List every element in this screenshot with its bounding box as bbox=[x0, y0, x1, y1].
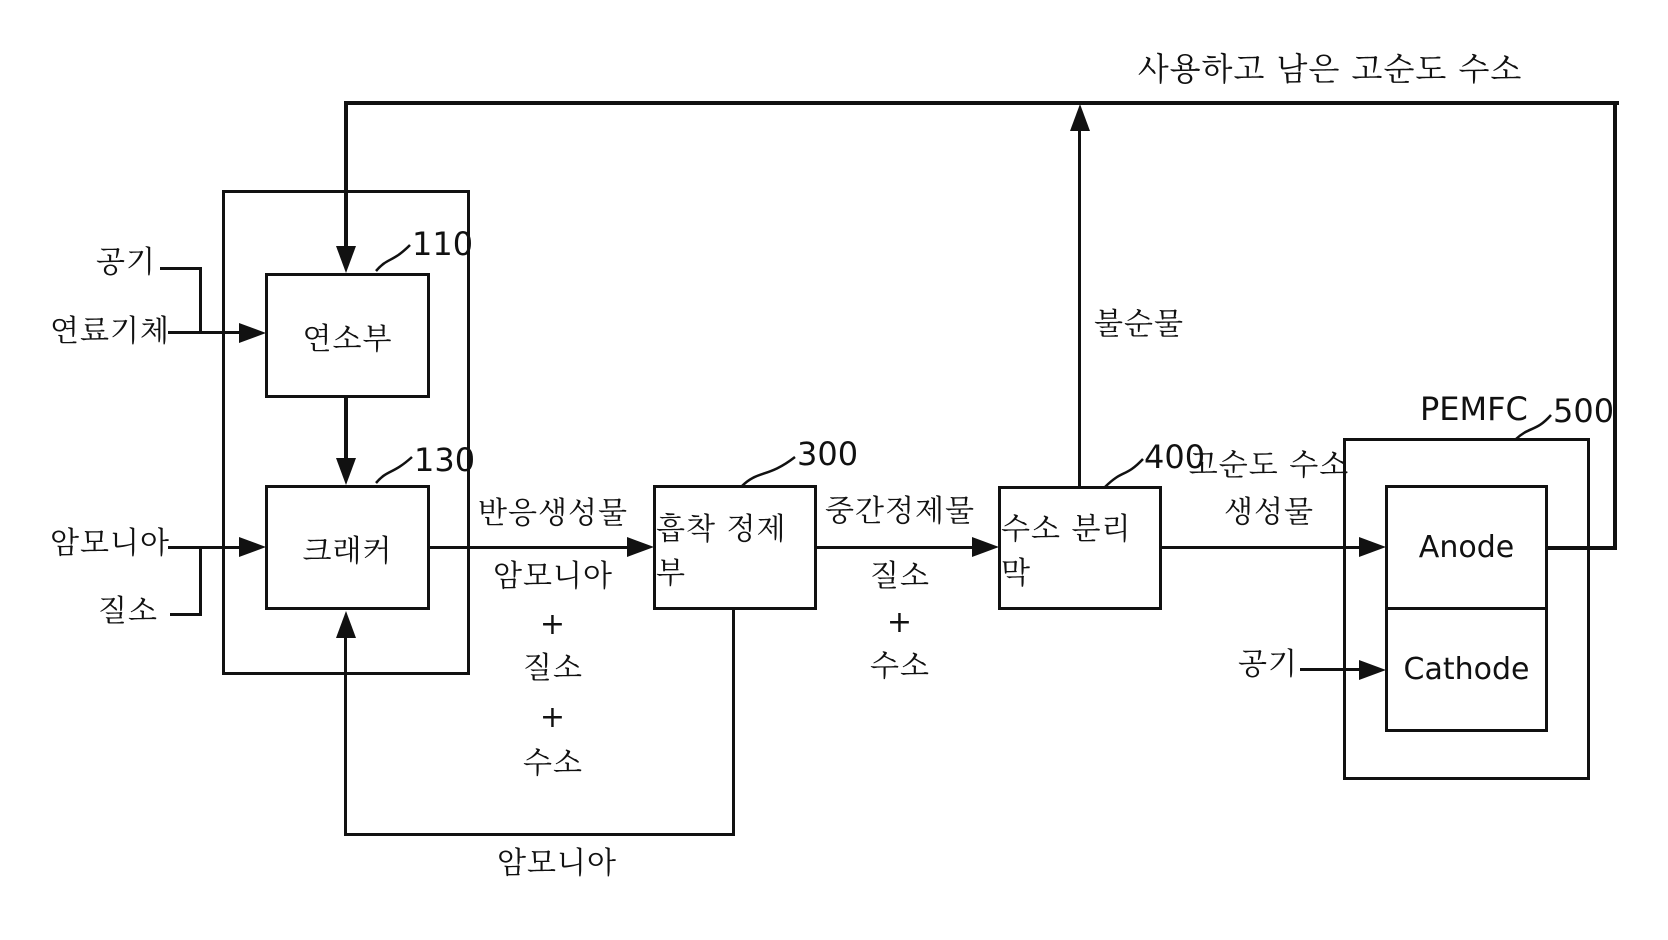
ref-500: 500 bbox=[1553, 392, 1615, 430]
adsorption-label: 흡착 정제부 bbox=[656, 511, 787, 591]
cathode-cell bbox=[1388, 607, 1545, 729]
cracker-label: 크래커 bbox=[302, 533, 393, 569]
cathode-label: Cathode bbox=[1403, 652, 1530, 687]
reaction-product-title: 반응생성물 bbox=[478, 496, 628, 531]
reaction-product-hydrogen: 수소 bbox=[523, 746, 583, 781]
arrow-into-adsorption bbox=[627, 537, 654, 557]
ref-130: 130 bbox=[414, 441, 476, 479]
arrow-impurities-into-return bbox=[1070, 104, 1090, 131]
impurities-label: 불순물 bbox=[1094, 307, 1184, 342]
ref-300: 300 bbox=[797, 435, 859, 473]
high-purity-line1: 고순도 수소 bbox=[1188, 448, 1350, 483]
intermediate-plus: + bbox=[886, 605, 914, 640]
pemfc-title: PEMFC bbox=[1420, 390, 1528, 428]
nitrogen-line-v bbox=[199, 548, 202, 614]
membrane-box bbox=[998, 486, 1162, 610]
nitrogen-in-label: 질소 bbox=[98, 594, 158, 629]
adsorption-box bbox=[653, 485, 817, 610]
reaction-product-ammonia: 암모니아 bbox=[493, 559, 613, 594]
fuel-gas-label: 연료기체 bbox=[50, 314, 170, 349]
reaction-product-nitrogen: 질소 bbox=[523, 651, 583, 686]
air-left-line-v bbox=[199, 267, 202, 334]
membrane-label: 수소 분리막 bbox=[1001, 512, 1132, 591]
adsorption-to-membrane-line bbox=[817, 546, 974, 549]
anode-return-rise-line bbox=[1613, 101, 1617, 550]
impurities-line bbox=[1078, 128, 1081, 486]
recycle-ammonia-label: 암모니아 bbox=[497, 846, 617, 881]
top-return-line bbox=[344, 101, 1619, 105]
ref-400: 400 bbox=[1144, 438, 1206, 476]
reaction-product-plus-2: + bbox=[539, 700, 567, 735]
air-left-label: 공기 bbox=[96, 245, 156, 280]
arrow-into-membrane bbox=[972, 537, 999, 557]
recycle-down-line bbox=[732, 610, 735, 836]
intermediate-nitrogen: 질소 bbox=[870, 559, 930, 594]
combustor-label: 연소부 bbox=[302, 321, 393, 357]
intermediate-hydrogen: 수소 bbox=[870, 649, 930, 684]
leader-400 bbox=[1105, 459, 1143, 487]
air-right-label: 공기 bbox=[1238, 647, 1298, 682]
top-return-label: 사용하고 남은 고순도 수소 bbox=[1137, 50, 1523, 88]
ammonia-in-label: 암모니아 bbox=[50, 526, 170, 561]
cracker-box bbox=[265, 485, 430, 610]
leader-300 bbox=[742, 457, 795, 486]
fuel-cell-stack bbox=[1385, 485, 1548, 732]
combustor-box bbox=[265, 273, 430, 398]
membrane-to-anode-line bbox=[1162, 546, 1361, 549]
high-purity-line2: 생성물 bbox=[1224, 495, 1314, 530]
nitrogen-line-h bbox=[170, 613, 202, 616]
anode-label: Anode bbox=[1418, 530, 1515, 565]
ref-110: 110 bbox=[412, 225, 474, 263]
recycle-bottom-line bbox=[344, 833, 735, 836]
intermediate-title: 중간정제물 bbox=[825, 494, 975, 529]
air-left-line-h bbox=[160, 267, 202, 270]
reaction-product-plus-1: + bbox=[539, 607, 567, 642]
anode-cell bbox=[1388, 488, 1545, 607]
